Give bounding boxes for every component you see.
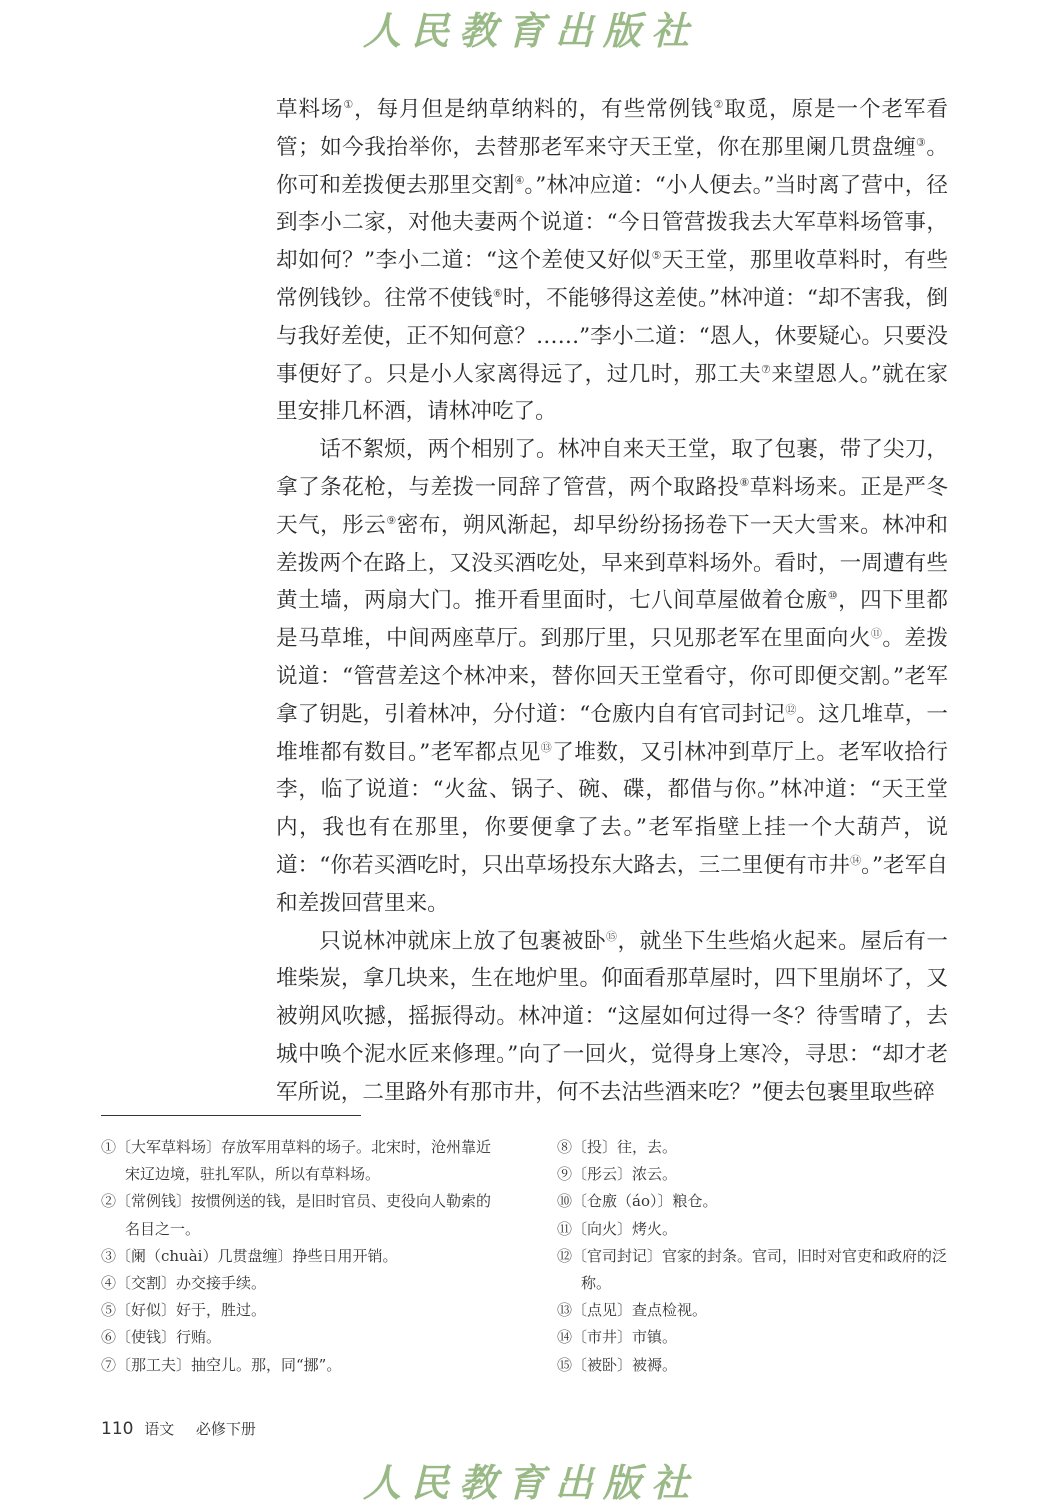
publisher-watermark-top: 人民教育出版社 <box>362 8 699 53</box>
footnotes-left-column <box>101 1134 501 1379</box>
text-run: 。差拨说道：“管营差这个林冲来，替你回天王堂看守，你可即便交割。”老军拿了钥匙，引着林冲，分付道：“仓廒内自有官司封记 <box>276 626 948 727</box>
page-number: 110 <box>101 1419 134 1439</box>
text-run: 了堆数，又引林冲到草厅上。老军收拾行李，临了说道：“火盆、锅子、碗、碟，都借与你。”林冲道：“天王堂内，我也有在那里，你要便拿了去。”老军指壁上挂一个大葫芦，说道：“你若买酒吃时，只出草场投东大路去，三二里便有市井 <box>276 739 948 878</box>
footnote: ⑭〔市井〕市镇。 <box>557 1328 678 1347</box>
text-run: 取觅，原是一个老军看管；如今我抬举你，去替那老军来守天王堂，你在那里阑几贯盘缠 <box>276 97 948 160</box>
text-run: ，就坐下生些焰火起来。屋后有一堆柴炭，拿几块来，生在地炉里。仰面看那草屋时，四下里崩坏了，又被朔风吹撼，摇振得动。林冲道：“这屋如何过得一冬？待雪晴了，去城中唤个泥水匠来修理。”向了一回火，觉得身上寒冷，寻思：“却才老军所说，二里路外有那市井，何不去沽些酒来吃？”便去包裹里取些碎 <box>276 928 948 1105</box>
footnote-marker: ② <box>713 97 725 111</box>
footnote: ②〔常例钱〕按惯例送的钱，是旧时官员、吏役向人勒索的名目之一。 <box>101 1192 492 1238</box>
footnote: ⑤〔好似〕好于，胜过。 <box>101 1301 267 1320</box>
text-run: 草料场来。正是严冬天气，彤云 <box>276 474 948 538</box>
footnote-marker: ⑩ <box>827 589 839 603</box>
footnote-marker: ⑫ <box>785 702 797 716</box>
footnote: ⑥〔使钱〕行贿。 <box>101 1328 222 1347</box>
footnote: ⑦〔那工夫〕抽空儿。那，同“挪”。 <box>101 1355 342 1374</box>
footnote: ①〔大军草料场〕存放军用草料的场子。北宋时，沧州靠近宋辽边境，驻扎军队，所以有草料场。 <box>101 1138 492 1184</box>
book-subject: 语文 <box>144 1420 175 1438</box>
text-run: 。”老军自和差拨回营里来。 <box>276 852 948 916</box>
footnote: ③〔阑（chuài）几贯盘缠〕挣些日用开销。 <box>101 1246 398 1265</box>
text-run: 草料场 <box>276 97 344 122</box>
paragraph <box>276 91 948 431</box>
text-run: 时，不能够得这差使。”林冲道：“却不害我，倒与我好差使，正不知何意？……”李小二道：“恩人，休要疑心。只要没事便好了。只是小人家离得远了，过几时，那工夫 <box>276 285 948 387</box>
text-run: ，每月但是纳草纳料的，有些常例钱 <box>354 97 714 122</box>
footnote: ④〔交割〕办交接手续。 <box>101 1274 267 1293</box>
footnote-divider <box>101 1115 361 1116</box>
text-run: 。”林冲应道：“小人便去。”当时离了营中，径到李小二家，对他夫妻两个说道：“今日管营拨我去大军草料场管事，却如何？”李小二道：“这个差使又好似 <box>276 172 948 274</box>
footnote-marker: ⑪ <box>870 626 883 640</box>
footnote-marker: ③ <box>916 135 927 149</box>
main-text <box>276 91 948 1112</box>
footnote-marker: ⑬ <box>540 740 553 754</box>
footnote-marker: ⑤ <box>651 249 662 262</box>
text-run: 密布，朔风渐起，却早纷纷扬扬卷下一天大雪来。林冲和差拨两个在路上，又没买酒吃处，早来到草料场外。看时，一周遭有些黄土墙，两扇大门。推开看里面时，七八间草屋做着仓廒 <box>276 512 948 614</box>
text-run: ，四下里都是马草堆，中间两座草厅。到那厅里，只见那老军在里面向火 <box>276 588 948 652</box>
footnote-marker: ⑨ <box>386 513 397 527</box>
paragraph <box>276 431 948 922</box>
text-run: 。你可和差拨便去那里交割 <box>276 134 948 198</box>
text-run: 只说林冲就床上放了包裹被卧 <box>319 928 607 954</box>
footnote: ⑮〔被卧〕被褥。 <box>557 1355 678 1374</box>
footnote-marker: ⑮ <box>606 929 618 943</box>
footnote-marker: ⑥ <box>492 286 503 300</box>
footnote-marker: ⑦ <box>761 362 772 376</box>
text-run: 话不絮烦，两个相别了。林冲自来天王堂，取了包裹，带了尖刀，拿了条花枪，与差拨一同辞了管营，两个取路投 <box>276 437 948 500</box>
footnote: ⑨〔彤云〕浓云。 <box>557 1165 678 1184</box>
footnote-marker: ⑭ <box>850 853 862 867</box>
text-run: 天王堂，那里收草料时，有些常例钱钞。往常不使钱 <box>276 248 948 311</box>
paragraph <box>276 923 948 1112</box>
footnote: ⑬〔点见〕查点检视。 <box>557 1301 708 1320</box>
footnote-marker: ④ <box>514 173 525 187</box>
footnote-marker: ⑧ <box>739 475 750 489</box>
text-run: 。这几堆草，一堆堆都有数目。”老军都点见 <box>276 701 948 765</box>
publisher-watermark-bottom: 人民教育出版社 <box>362 1460 699 1505</box>
text-run: 来望恩人。”就在家里安排几杯酒，请林冲吃了。 <box>276 361 948 425</box>
footnote: ⑧〔投〕往，去。 <box>557 1138 678 1156</box>
book-volume: 必修下册 <box>195 1420 256 1438</box>
footnote-marker: ① <box>343 97 355 111</box>
footnote: ⑫〔官司封记〕官家的封条。官司，旧时对官吏和政府的泛称。 <box>557 1246 948 1293</box>
footnote: ⑩〔仓廒（áo）〕粮仓。 <box>557 1192 718 1211</box>
footnotes-right-column <box>557 1134 957 1379</box>
footnote: ⑪〔向火〕烤火。 <box>557 1219 678 1238</box>
page-footer <box>101 1418 256 1439</box>
